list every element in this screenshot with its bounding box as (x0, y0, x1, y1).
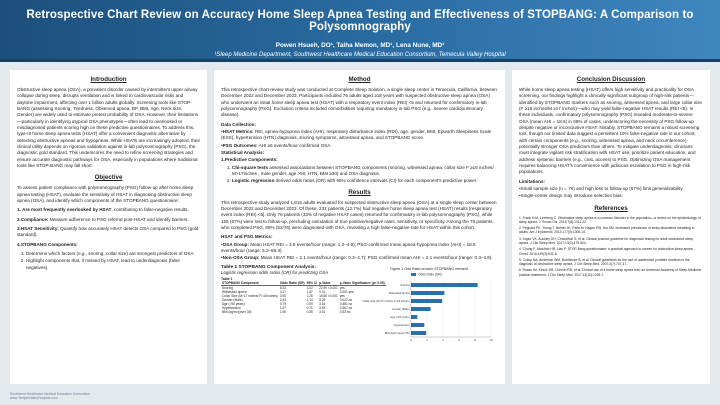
category-label: Hypertension (393, 323, 410, 327)
poster-affiliation: ¹Sleep Medicine Department, Southwest Healthcare Medical Education Consortium, Temecula Valley Hospital (214, 52, 506, 58)
objective-item-4-label: 4.STOPBANG Components: (17, 241, 78, 247)
method-list (221, 165, 498, 185)
table-cell: 1.14 (306, 297, 313, 302)
table-cell: 1.67 (279, 305, 287, 310)
reference-item: 2. Peppard PE, Young T, Barnet JH, Palta M, Hagen EW, Hla KM. Increased prevalence of sleep-disordered breathing in adults. Am J Epidemiol. 2013;177(9):1006-14. (519, 226, 695, 235)
table-title: Table 1 STOPBANG Component Analysis: (221, 264, 317, 270)
odds-ratio-chart (359, 271, 499, 349)
introduction-heading: Introduction (90, 76, 127, 83)
table-cell: 0.71 (306, 305, 313, 310)
x-tick-label: 0 (410, 337, 412, 342)
reference-item: 5. Collop NA, Anderson WM, Boehlecke B, et al. Clinical guidelines for the use of unattended portable monitors in the diagnosis of obstructive sleep apnea. J Clin Sleep Med. 2007;3(7):737-47. (519, 257, 690, 267)
objective-item-3 (17, 226, 200, 239)
bar (411, 299, 442, 303)
reference-item: 1. Frank H.M, Lineberg C. Obstructive sleep apnea is a common disorder in the population—a review on the epidemiology of sleep apnea. J Thorac Dis. 2015;7(8):1311-22. (519, 215, 701, 224)
poster-header (0, 0, 720, 62)
limitations-title: Limitations: (519, 178, 546, 184)
table-cell: Witnessed apnea (222, 289, 247, 294)
right-panel (512, 70, 710, 384)
table-cell: BMI (kg/m²)(over 35) (222, 309, 252, 314)
conclusion-text: While home sleep apnea testing (HSAT) offers high sensitivity and practicality for OSA screening, our findings highlight a clinically significant subgroup of high-risk patients—identified by STOPBANG markers such as snoring, witnessed apnea, and large collar size (F ≥16 inches/M ≥17 inches)—who may yield false-negative HSAT results (REI <5). In these individuals, confirmatory polysomnography (PSG) revealed moderate-to-severe OSA (mean AHI = 18.6) in 68% of cases, underscoring the necessity of PSG follow-up despite negative or inconclusive HSAT. Notably, STOPBANG remains a robust screening tool, though our limited data suggest a persistent 10% false-negative rate in our cohort, with certain components (e.g., snoring, witnessed apnea, and neck circumference) potentially stronger OSA predictors than others. To mitigate underdiagnosis, clinicians must integrate vigilant risk stratification with HSAT use, prioritize patient education, and address systemic barriers (e.g., cost, access) to PSG. Optimizing OSA management requires balancing HSAT's convenience with judicious escalation to PSG in high-risk populations. (519, 87, 702, 175)
hsat-psg-metrics-title: HSAT and PSG Metrics: (221, 234, 273, 240)
left-panel (10, 70, 207, 384)
introduction-text: Obstructive sleep apnea (OSA), a prevalent disorder caused by intermittent upper airway collapse during sleep, disrupts ventilation and is linked to cardiovascular risks and daytime impairment, affecting over 1 billion adults globally. Screening tools like STOP-BANG (assessing Snoring, Tiredness, Observed apnea, BP, BMI, Age, Neck size, Gender) are widely used to estimate pretest probability of OSA. However, their limitations—particularly in identifying atypical OSA phenotypes—often lead to overlooked or misdiagnosed patients scoring high on these predictive questionnaires. To address this, type-III home sleep apnea tests (HSAT) offer a convenient diagnostic alternative by detecting obstructive apneas and hypopneas. While HSATs are increasingly adopted, their clinical utility depends on rigorous validation against in-lab polysomnography (PSG), the diagnostic gold standard. This underscores the need to refine screening strategies and ensure accurate diagnostic pathways for OSA, especially in populations where traditional tools like STOP-BANG may fall short. (17, 87, 201, 168)
predictive-components-label (221, 157, 498, 163)
header-divider (0, 59, 720, 62)
x-tick-label: 6 (458, 337, 460, 342)
objective-item-1 (17, 207, 200, 213)
bar (411, 323, 424, 327)
method-heading: Method (348, 76, 371, 83)
bar (411, 307, 431, 311)
table-cell: Collar Size (M>17 inches/ F>16 inches) (222, 293, 278, 298)
table-cell: Gender (Male) (222, 297, 243, 302)
chart-title: Figure 1 Odd Ratio of each STOPBANG element (390, 266, 468, 271)
table-cell: 0.56 (306, 309, 313, 314)
objective-sub-list (17, 251, 200, 271)
objective-item-2-text: Measure adherence to PSG referral post-HSAT and identify barriers. (49, 216, 189, 222)
table-subtitle: Logistic regression odds ratios (OR) for predicting OSA (221, 269, 329, 275)
objective-sub-item: 1. Determine which factors (e.g., snoring, collar size) are strongest predictors of OSA. (26, 251, 200, 257)
category-label: Witnessed Apnea (388, 291, 410, 295)
poster-title: Retrospective Chart Review on Accuracy Home Sleep Apnea Testing and Effectiveness of STOPBANG: A Comparison to Polysomnography (26, 9, 694, 33)
bar (411, 283, 478, 287)
poster-footer (10, 392, 90, 401)
table-cell: 4.17 (279, 289, 287, 294)
method-item-regression (232, 178, 498, 184)
category-label: Gender (Male) (392, 307, 410, 311)
hsat-psg-metrics-label (221, 234, 498, 240)
table-header-cell: 95% CI (306, 280, 318, 285)
hsat-metrics-text: REI, apnea-hypopnea index (AHI), respiratory disturbance index (RDI), age, gender, BMI, Epworth Sleepiness Scale (ESS), hypertension (HTN) diagnosis, snoring symptoms, witnessed apnea, and STOPBANG score. (221, 128, 492, 141)
osa-group-label: •OSA Group: (221, 241, 249, 247)
psg-outcomes-text: AHI ≥5 events/hour confirmed OSA. (258, 142, 332, 148)
conclusion-heading: Conclusion Discussion (576, 76, 646, 83)
objective-item-1-text: Are most frequently overlooked by HSAT (22, 207, 112, 213)
method-text: This retrospective chart-review study was conducted at Complete Sleep Solution, a single sleep center in Temecula, California, between December 2022 and December 2023. Participants included 76 adults aged ≥18 years with suspected obstructive sleep apnea (OSA) who underwent an initial home sleep apnea test (HSAT) with a respiratory event index (REI) <5 and returned for confirmatory in-lab polysomnography (PSG). Exclusion criteria included comorbidities requiring mandatory in-lab PSG (e.g., severe cardiopulmonary disease). (221, 87, 497, 118)
non-osa-group-values: Mean HSAT REI = 2.1 events/hour (range: 0.3–4.7); PSG-confirmed mean AHI = 2.1 events/hour (range: 0.3–4.8). (260, 255, 493, 261)
non-osa-group-label: •Non-OSA Group: (221, 255, 260, 261)
table-cell: 3.51 (319, 309, 326, 314)
osa-group-text (221, 242, 498, 255)
table-cell: yes (339, 285, 345, 290)
results-heading: Results (348, 188, 371, 196)
data-collection-label (221, 122, 498, 128)
table-header-cell: STOPBANG Component (221, 281, 279, 286)
references-heading: References (594, 204, 628, 212)
table-header-cell: p-Value Significance (p< 0.05) (339, 280, 385, 285)
table-caption: Table 1 (221, 276, 233, 281)
table-cell: 5.25 (319, 297, 326, 302)
table-cell: 15.66 <0.001 (319, 293, 338, 298)
results-text: This retrospective study analyzed 1,815 adults evaluated for suspected obstructive sleep apnea (OSA) at a single sleep center between December 2022 and December 2023. Of these, 231 patients (12.7%) had negative home sleep apnea test (HSAT) results [respiratory event index (REI) <5]. Only 76 patients (33% of negative HSAT cases) returned for confirmatory in-lab polysomnography (PSG), while 155 (67%) were lost to follow-up, precluding calculation of true positive/negative rates, sensitivity, or specificity. Among the 76 patients who completed PSG, 68% (52/76) were diagnosed with OSA, revealing a high false-negative rate for HSAT within this cohort. (221, 199, 497, 230)
references-list (519, 216, 703, 277)
osa-group-values: Mean HSAT REI = 3.8 events/hour (range: 1.2–4.9); PSG-confirmed mean apnea-hypopnea index (AHI) = 18.6 events/hour (range: 5.2–69.3). (221, 241, 476, 253)
table-cell: 1.26 (306, 293, 313, 298)
x-tick-label: 10 (489, 337, 493, 342)
objective-sub-item: 2. Highlight components that, if missed by HSAT, lead to underdiagnosis (false negatives). (26, 258, 200, 271)
bar (411, 331, 426, 335)
chi-square-label: Chi-square tests (232, 164, 268, 170)
regression-label: Logistic regression (232, 178, 275, 184)
table-cell: 8.33 (279, 285, 287, 290)
table-header-cell: p-Value (318, 281, 339, 286)
table-cell: 22.99 <0.001 (319, 285, 338, 290)
hsat-metrics-label: •HSAT Metrics: (221, 128, 254, 134)
odds-ratio-figure (359, 267, 499, 351)
objective-heading: Objective (94, 174, 123, 182)
objective-item-4 (17, 242, 200, 248)
table-cell: 2.44 (279, 297, 287, 302)
legend-label: Odds Ratio (OR) (418, 272, 442, 277)
table-cell: yes (339, 293, 345, 298)
bar (411, 291, 444, 295)
objective-item-3-text: Quantify how accurately HSAT detects OSA compared to PSG (gold standard). (17, 225, 199, 238)
data-collection-hsat (221, 129, 498, 142)
table-cell: 1.87 (306, 289, 313, 294)
statistical-analysis-label (221, 150, 498, 156)
limitations-label (519, 179, 703, 185)
reference-item: 4. Chung F, Abdullah HR, Liao P. STOP-Bang questionnaire: a practical approach to screen for obstructive sleep apnea. Chest. 2016;149(3):631-8. (519, 247, 694, 256)
middle-panel (214, 70, 505, 384)
category-label: BMI (kg/m²)(over 35) (384, 331, 410, 335)
x-tick-label: 4 (442, 337, 444, 342)
objective-item-1-num: 1. (17, 207, 21, 213)
table-cell: 0.001 yes (339, 289, 354, 294)
regression-text: derived odds ratios (OR) with 95% confidence intervals (CI) for each component's predictive power. (275, 178, 478, 184)
table-cell: 1.90 (279, 309, 287, 314)
table-cell: 3.90 (279, 293, 287, 298)
x-tick-label: 2 (426, 337, 428, 342)
psg-outcomes-label: •PSG Outcomes: (221, 142, 258, 148)
legend-swatch (411, 273, 416, 276)
category-label: Age (>50 years) (390, 315, 410, 319)
table-cell: 0.09 (306, 301, 313, 306)
limitation-item: •Single-center design may introduce selection bias. (519, 193, 624, 199)
reference-item: 6. Rosen IM, Kirsch DB, Chervin RD, et al. Clinical use of a home sleep apnea test: an American Academy of Sleep Medicine position statement. J Clin Sleep Med. 2017;13(10):1205-7. (519, 268, 702, 277)
table-cell: Snoring (222, 285, 233, 290)
table-cell: 9.31 (319, 289, 326, 294)
non-osa-group-text (221, 255, 498, 261)
bar (411, 315, 417, 319)
objective-item-3-label: 3.HSAT Sensitivity: (17, 225, 59, 231)
limitation-item: •Small sample size (n = 76) and high loss to follow-up (67%) limit generalizability. (519, 185, 684, 191)
chi-square-text: assessed associations between STOPBANG components (snoring, witnessed apnea, collar size F ≥16 inches/ M>17inches , male gender, age >50, HTN, BMI ≥30) and OSA diagnosis. (232, 164, 494, 176)
data-collection-title: Data Collection: (221, 121, 256, 127)
method-item-chi-square (232, 165, 498, 178)
table-cell: Age (>50 years) (222, 301, 245, 306)
table-cell: Hypertension (222, 305, 241, 310)
footer-url: www.TempleValleyHospital.com (10, 396, 58, 401)
table-cell: 0.481 no (339, 301, 353, 306)
table-cell: 0.367 no (339, 305, 353, 310)
table-cell: 0.53 no (339, 309, 351, 314)
objective-item-2 (17, 217, 200, 223)
stopbang-table-block (221, 264, 385, 314)
x-tick-label: 8 (474, 337, 476, 342)
poster-authors: Powen Hsueh, DO¹, Talha Memon, MD¹, Lena Nune, MD¹ (275, 42, 445, 49)
footer-org: Southwest Healthcare Medical Education Consortium (10, 392, 91, 396)
table-cell: 3.02 (306, 285, 313, 290)
statistical-analysis-title: Statistical Analysis: (221, 149, 265, 155)
table-cell: 3.93 (319, 305, 326, 310)
reference-item: 3. Kapur VK, Auckley DH, Chowdhuri S, et al. Clinical practice guideline for diagnostic testing for adult obstructive sleep apnea. J Clin Sleep Med. 2017;13(3):479-504. (519, 236, 694, 245)
objective-item-1-rest: , contributing to false-negative results. (111, 207, 189, 213)
data-collection-psg (221, 143, 498, 149)
table-cell: 0.022 no (339, 297, 353, 302)
table-header-cell: Odds Ratio (OR) (279, 280, 305, 285)
objective-item-2-label: 2.Compliance: (17, 216, 49, 222)
table-cell: 3.16 (319, 301, 326, 306)
objective-intro: To assess patient compliance with polysomnography (PSG) follow-up after home sleep apnea testing (HSAT), evaluate the sensitivity of HSAT in diagnosing obstructive sleep apnea (OSA), and identify which components of the STOPBANG questionnaire: (17, 185, 194, 203)
category-label: Snoring (400, 283, 410, 287)
results-figures (221, 265, 498, 353)
predictive-components-title: 1.Predictive Components: (221, 157, 278, 163)
category-label: Collar Size (M>17 inches/ F>16 inches) (362, 299, 410, 303)
table-cell: 0.79 (279, 301, 287, 306)
